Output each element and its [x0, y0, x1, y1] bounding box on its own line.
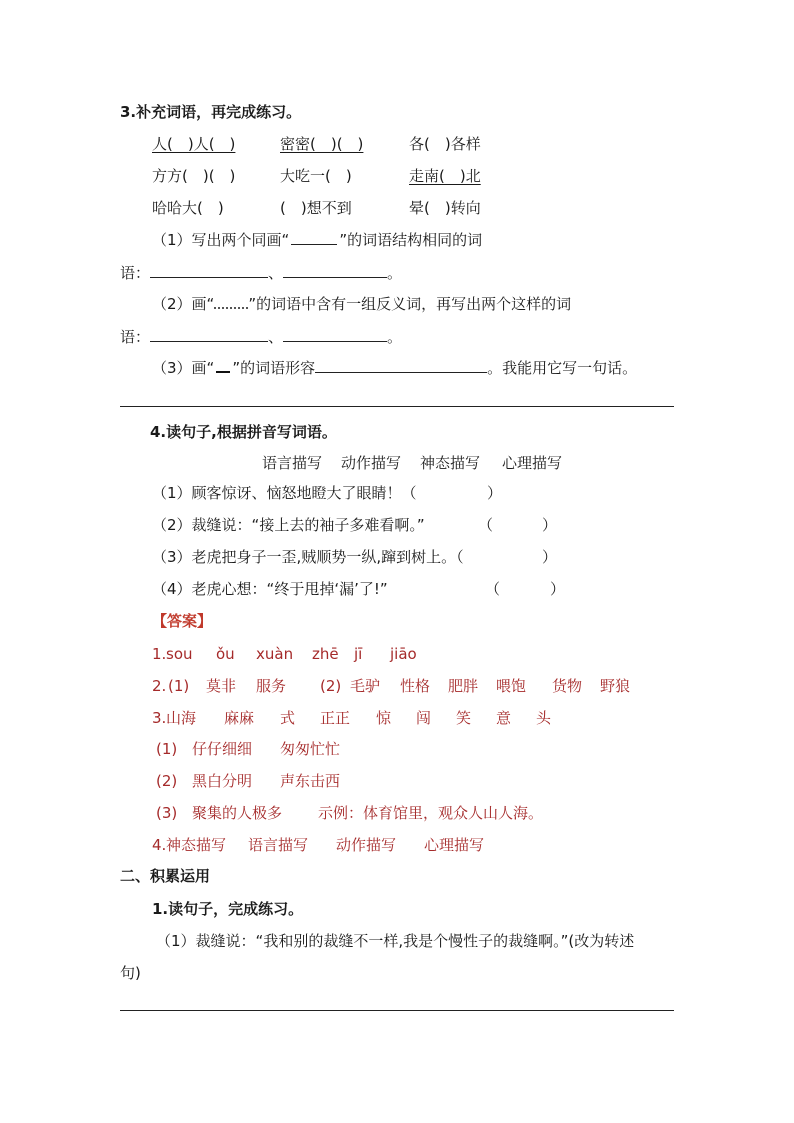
answer-blank[interactable] — [283, 327, 387, 342]
divider-line — [120, 406, 674, 407]
answer-blank[interactable] — [150, 263, 268, 278]
answer-2-word: 货物 — [552, 677, 583, 695]
answer-1-item: jiāo — [390, 645, 417, 663]
answer-3-word: 惊 — [376, 709, 392, 727]
answer-3-word: 笑 — [456, 709, 472, 727]
answer-3-word: 麻麻 — [224, 709, 255, 727]
answer-1-item: ǒu — [216, 645, 235, 663]
answer-3-3-prefix: (3) — [156, 804, 178, 822]
q4-item-4-open: （ — [485, 580, 501, 598]
q3-sub2-text-c: 语： — [120, 328, 151, 346]
q3-word-r2c2: 大吃一( ) — [280, 167, 352, 185]
q4-item-4: （4）老虎心想：“终于甩掉‘漏’了!” — [152, 580, 388, 598]
answer-line[interactable] — [120, 1010, 674, 1011]
answer-1-item: jī — [354, 645, 363, 663]
q4-item-2-open: （ — [478, 516, 494, 534]
bold-underline-mark — [216, 359, 230, 373]
q3-sub3-line — [152, 357, 692, 379]
q3-word-r3c1: 哈哈大( ) — [152, 199, 224, 217]
answer-2-word: 野狼 — [600, 677, 631, 695]
q3-sub1-text-a: （1）写出两个同画“ — [152, 231, 290, 249]
answer-3-word: 正正 — [320, 709, 351, 727]
answer-3-2-word: 声东击西 — [280, 772, 341, 790]
period: 。 — [387, 264, 403, 282]
q4-item-1: （1）顾客惊讶、恼怒地瞪大了眼睛！（ — [152, 484, 417, 502]
straight-underline-mark — [291, 232, 337, 245]
answer-3-1-prefix: (1) — [156, 740, 178, 758]
section-2-q1-line1: （1）裁缝说：“我和别的裁缝不一样,我是个慢性子的裁缝啊。”(改为转述 — [156, 932, 635, 950]
q4-item-1-close: ） — [487, 484, 503, 502]
q3-sub3-text-b: ”的词语形容 — [232, 359, 316, 377]
wavy-underline-mark — [214, 295, 248, 309]
q3-word-r1c1: 人( )人( ) — [152, 135, 236, 153]
answer-4-word: 神态描写 — [166, 836, 227, 854]
answer-2-word: 毛驴 — [350, 677, 381, 695]
answer-1-item: sou — [166, 645, 193, 663]
answer-label: 【答案】 — [152, 612, 213, 630]
answer-3-word: 式 — [280, 709, 296, 727]
answer-3-num: 3. — [152, 709, 167, 727]
section-2-q1-title: 1.读句子，完成练习。 — [152, 900, 304, 918]
answer-blank[interactable] — [315, 358, 487, 373]
answer-3-2-word: 黑白分明 — [192, 772, 253, 790]
answer-2-word: 喂饱 — [496, 677, 527, 695]
answer-2-num: 2. — [152, 677, 167, 695]
q4-option-3: 神态描写 — [420, 454, 481, 472]
q3-sub1-line — [152, 229, 692, 251]
q4-item-2-close: ） — [542, 516, 558, 534]
q3-sub1-text-b: ”的词语结构相同的词 — [339, 231, 483, 249]
q3-sub3-text-c: 。我能用它写一句话。 — [487, 359, 638, 377]
q3-word-r1c3: 各( )各样 — [409, 135, 481, 153]
answer-3-1-word: 仔仔细细 — [192, 740, 253, 758]
q3-sub1-text-c: 语： — [120, 264, 151, 282]
answer-3-word: 山海 — [166, 709, 197, 727]
q3-word-r1c2: 密密( )( ) — [280, 135, 364, 153]
q3-word-r2c1: 方方( )( ) — [152, 167, 236, 185]
answer-3-3-text: 聚集的人极多 — [192, 804, 283, 822]
section-2-title: 二、积累运用 — [120, 867, 211, 885]
answer-2-p1: (1) — [168, 677, 190, 695]
answer-blank[interactable] — [283, 263, 387, 278]
answer-2-word: 肥胖 — [448, 677, 479, 695]
q4-option-4: 心理描写 — [502, 454, 563, 472]
answer-3-3-example: 示例：体育馆里，观众人山人海。 — [318, 804, 544, 822]
q4-option-2: 动作描写 — [341, 454, 402, 472]
answer-2-word: 莫非 — [206, 677, 237, 695]
q3-word-r3c3: 晕( )转向 — [409, 199, 481, 217]
answer-1-num: 1. — [152, 645, 167, 663]
q3-sub2-line — [152, 293, 692, 315]
period: 。 — [387, 328, 403, 346]
answer-2-p2: (2) — [320, 677, 342, 695]
q3-word-r3c2: ( )想不到 — [280, 199, 352, 217]
q3-sub1-answer-line — [120, 262, 680, 284]
q4-item-3-close: ） — [542, 548, 558, 566]
q3-sub2-text-a: （2）画“ — [152, 295, 215, 313]
q4-option-1: 语言描写 — [262, 454, 323, 472]
separator: 、 — [268, 264, 284, 282]
answer-2-word: 服务 — [256, 677, 287, 695]
answer-4-word: 语言描写 — [248, 836, 309, 854]
q4-item-2: （2）裁缝说：“接上去的袖子多难看啊。” — [152, 516, 425, 534]
answer-4-word: 心理描写 — [424, 836, 485, 854]
q3-sub2-answer-line — [120, 326, 680, 348]
answer-4-word: 动作描写 — [336, 836, 397, 854]
q3-word-r2c3: 走南( )北 — [409, 167, 481, 185]
answer-1-item: zhē — [312, 645, 339, 663]
q3-sub2-text-b: ”的词语中含有一组反义词，再写出两个这样的词 — [248, 295, 572, 313]
answer-3-1-word: 匆匆忙忙 — [280, 740, 341, 758]
answer-blank[interactable] — [150, 327, 268, 342]
q4-item-4-close: ） — [550, 580, 566, 598]
q4-item-3: （3）老虎把身子一歪,贼顺势一纵,蹿到树上。（ — [152, 548, 464, 566]
section-2-q1-line2: 句) — [120, 964, 141, 982]
q3-sub3-text-a: （3）画“ — [152, 359, 215, 377]
answer-1-item: xuàn — [256, 645, 294, 663]
answer-3-2-prefix: (2) — [156, 772, 178, 790]
q4-title: 4.读句子,根据拼音写词语。 — [150, 423, 337, 441]
answer-3-word: 头 — [536, 709, 552, 727]
answer-4-num: 4. — [152, 836, 167, 854]
separator: 、 — [268, 328, 284, 346]
answer-2-word: 性格 — [400, 677, 431, 695]
answer-3-word: 闯 — [416, 709, 432, 727]
answer-3-word: 意 — [496, 709, 512, 727]
q3-title: 3.补充词语，再完成练习。 — [120, 103, 302, 121]
